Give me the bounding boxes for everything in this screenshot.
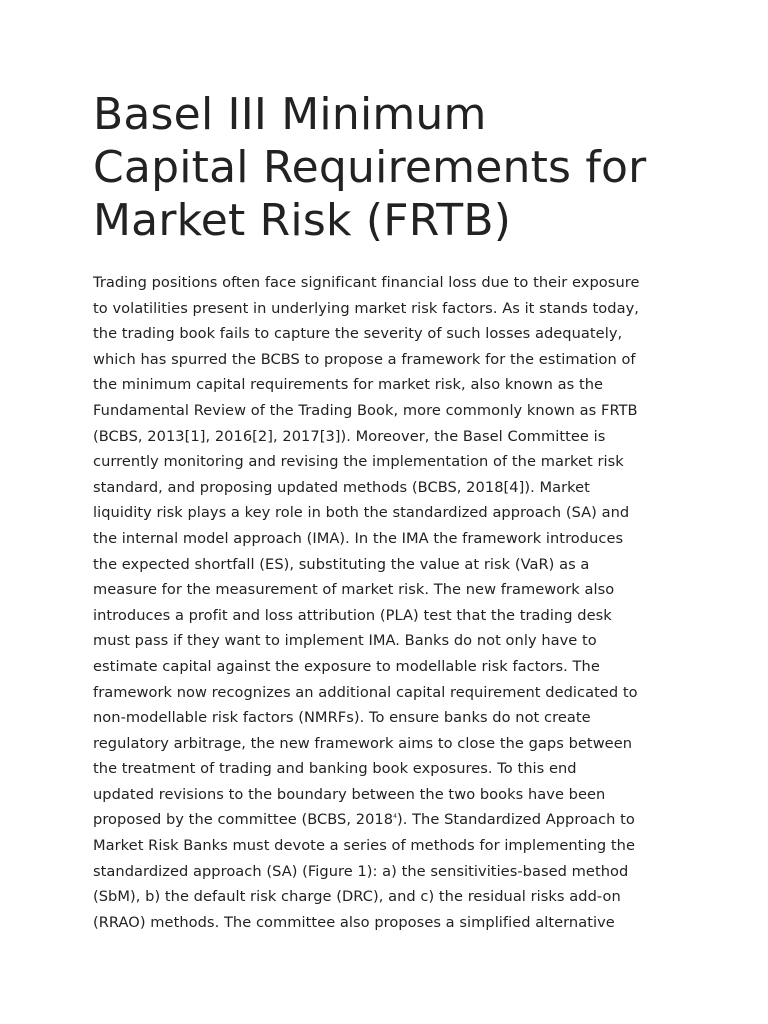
body-line: (BCBS, 2013[1], 2016[2], 2017[3]). Moreover, the Basel Committee is (93, 427, 606, 445)
body-line: to volatilities present in underlying market risk factors. As it stands today, (93, 299, 639, 317)
body-line: currently monitoring and revising the implementation of the market risk (93, 453, 624, 471)
body-line: measure for the measurement of market risk. The new framework also (93, 581, 615, 599)
body-line-with-reference (93, 807, 683, 833)
footnote-reference[interactable]: 4 (393, 813, 397, 821)
body-line: introduces a profit and loss attribution (PLA) test that the trading desk (93, 606, 612, 624)
body-line: standard, and proposing updated methods (BCBS, 2018[4]). Market (93, 478, 590, 496)
body-line: regulatory arbitrage, the new framework aims to close the gaps between (93, 734, 633, 752)
body-line: estimate capital against the exposure to modellable risk factors. The (93, 657, 600, 675)
body-line: the expected shortfall (ES), substituting the value at risk (VaR) as a (93, 555, 590, 573)
body-line: (RRAO) methods. The committee also proposes a simplified alternative (93, 913, 615, 931)
title-line: Basel III Minimum (93, 89, 487, 140)
document-page (93, 88, 683, 935)
body-line: the treatment of trading and banking book exposures. To this end (93, 760, 577, 778)
document-title (93, 88, 683, 247)
body-line: liquidity risk plays a key role in both the standardized approach (SA) and (93, 504, 630, 522)
body-line: the trading book fails to capture the severity of such losses adequately, (93, 325, 623, 343)
body-line: must pass if they want to implement IMA. Banks do not only have to (93, 632, 597, 650)
body-line: non-modellable risk factors (NMRFs). To ensure banks do not create (93, 709, 591, 727)
body-line: (SbM), b) the default risk charge (DRC), and c) the residual risks add-on (93, 888, 621, 906)
title-line: Capital Requirements for (93, 142, 647, 193)
body-line-text: ). The Standardized Approach to (396, 811, 635, 829)
body-line: standardized approach (SA) (Figure 1): a) the sensitivities-based method (93, 862, 629, 880)
body-paragraph (93, 270, 683, 935)
body-line: Market Risk Banks must devote a series of methods for implementing the (93, 837, 636, 855)
body-line: Trading positions often face significant financial loss due to their exposure (93, 274, 640, 291)
body-line: updated revisions to the boundary between the two books have been (93, 785, 606, 803)
body-line: the minimum capital requirements for market risk, also known as the (93, 376, 604, 394)
body-line: which has spurred the BCBS to propose a framework for the estimation of (93, 350, 636, 368)
body-line-text: proposed by the committee (BCBS, 2018 (93, 811, 394, 829)
body-line: the internal model approach (IMA). In the IMA the framework introduces (93, 529, 624, 547)
body-line: framework now recognizes an additional capital requirement dedicated to (93, 683, 638, 701)
title-line: Market Risk (FRTB) (93, 195, 512, 246)
body-line: Fundamental Review of the Trading Book, more commonly known as FRTB (93, 401, 638, 419)
